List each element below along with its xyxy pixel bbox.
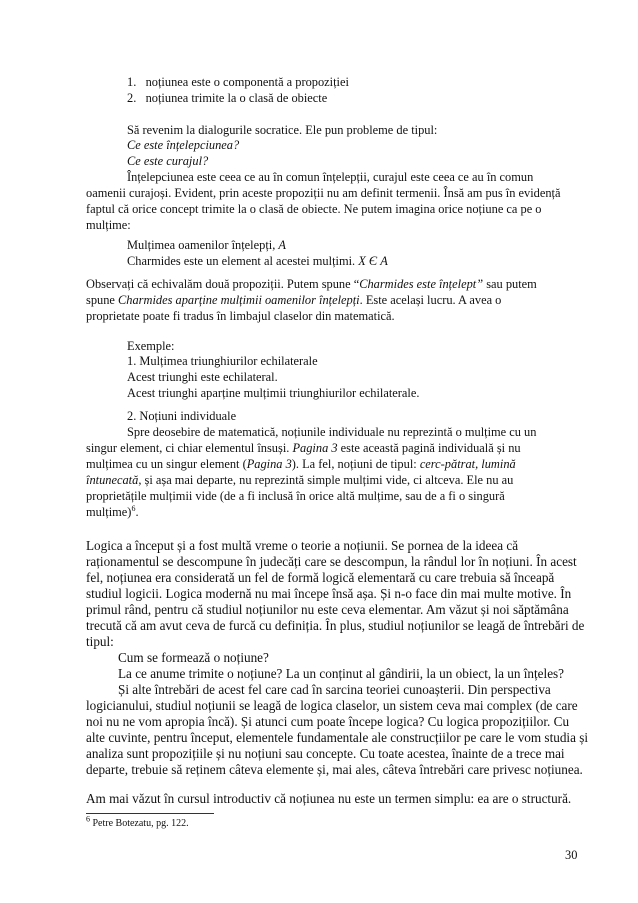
paragraph-line: faptul că orice concept trimite la o clasă de obiecte. Ne putem imagina orice noțiune ca pe o	[86, 202, 542, 216]
paragraph-line: raționamentul se descompune în judecăți care se descompun, la rândul lor în noțiuni. În acest	[86, 554, 577, 569]
paragraph-line: Să revenim la dialogurile socratice. Ele pun probleme de tipul:	[127, 123, 438, 137]
question-line: La ce anume trimite o noțiune? La un conținut al gândirii, la un obiect, la un înțeles?	[118, 666, 565, 681]
footnote-ref: 6	[131, 503, 136, 513]
paragraph-line: analiza sunt propozițiile și nu noțiuni sau concepte. Cu toate acestea, înainte de a trece mai	[86, 746, 565, 761]
page-number: 30	[565, 848, 578, 862]
paragraph-line: Și alte întrebări de acest fel care cad în sarcina teoriei cunoașterii. Din perspectiva	[118, 682, 551, 697]
footnote-separator	[86, 813, 214, 814]
paragraph-line: Logica a început și a fost multă vreme o teorie a noțiunii. Se pornea de la ideea că	[86, 538, 519, 553]
example-line: 1. Mulțimea triunghiurilor echilaterale	[127, 354, 318, 368]
paragraph-line: mulțimea cu un singur element (Pagina 3). La fel, noțiuni de tipul: cerc-pătrat, lumină	[86, 457, 516, 471]
paragraph-line: oamenii curajoși. Evident, prin aceste propoziții nu am definit termenii. Însă am pus în evidență	[86, 186, 561, 200]
question-line: Ce este înțelepciunea?	[127, 138, 240, 152]
list-item-2: 2. noțiunea trimite la o clasă de obiecte	[127, 91, 328, 105]
paragraph-line: trecută că am avut ceva de furcă cu definiția. În plus, studiul noțiunilor se leagă de întrebări de	[86, 618, 585, 633]
footnote: $^6$ Petre Botezatu, pg. 122.	[86, 814, 189, 829]
paragraph-line: alte cuvinte, pentru început, elementele fundamentale ale construcțiilor pe care le vom studia și	[86, 730, 589, 745]
paragraph-line: întunecată, și așa mai departe, nu reprezintă simple mulțimi vide, ci altceva. Ele nu au	[86, 473, 514, 487]
example-line: Acest triunghi aparține mulțimii triunghiurilor echilaterale.	[127, 386, 420, 400]
set-membership-line: Charmides este un element al acestei mulțimi. X Є A	[127, 254, 388, 268]
example-line: Acest triunghi este echilateral.	[127, 370, 278, 384]
paragraph-line: Am mai văzut în cursul introductiv că noțiunea nu este un termen simplu: ea are o structură.	[86, 791, 572, 806]
section-heading: 2. Noțiuni individuale	[127, 409, 237, 423]
list-item-1: 1. noțiunea este o componentă a propoziției	[127, 75, 349, 89]
examples-heading: Exemple:	[127, 339, 175, 353]
paragraph-line: Observați că echivalăm două propoziții. Putem spune “Charmides este înțelept” sau putem	[86, 277, 537, 291]
paragraph-line: fel, noțiunea era considerată un fel de formă logică elementară cu care trebuia să înceapă	[86, 570, 555, 585]
paragraph-line: proprietate poate fi tradus în limbajul claselor din matematică.	[86, 309, 395, 323]
paragraph-line: mulțime)$^6$.	[86, 503, 139, 519]
paragraph-line: mulțime:	[86, 218, 131, 232]
set-definition-line: Mulțimea oamenilor înțelepți, A	[127, 238, 286, 252]
paragraph-line: spune Charmides aparține mulțimii oamenilor înțelepți. Este același lucru. A avea o	[86, 293, 502, 307]
paragraph-line: Spre deosebire de matematică, noțiunile individuale nu reprezintă o mulțime cu un	[127, 425, 537, 439]
paragraph-line: tipul:	[86, 634, 114, 649]
paragraph-line: proprietățile mulțimii vide (de a fi inclusă în orice altă mulțime, sau de a fi o singură	[86, 489, 505, 503]
paragraph-line: primul rând, pentru că studiul noțiunilor nu este ceva elementar. Am văzut și noi săptămâna	[86, 602, 569, 617]
paragraph-line: noi nu ne vom apropia încă). Și atunci cum poate începe logica? Cu logica propozițiilor. Cu	[86, 714, 570, 729]
paragraph-line: departe, trebuie să reținem câteva elemente și, mai ales, câteva întrebări care privesc noțiunea.	[86, 762, 583, 777]
paragraph-line: singur element, ci chiar elementul însuși. Pagina 3 este această pagină individuală și nu	[86, 441, 521, 455]
question-line: Ce este curajul?	[127, 154, 209, 168]
paragraph-line: Înțelepciunea este ceea ce au în comun înțelepții, curajul este ceea ce au în comun	[127, 170, 534, 184]
paragraph-line: studiul logicii. Logica modernă nu mai începe însă așa. Și n-o face din mai multe motive. În	[86, 586, 572, 601]
question-line: Cum se formează o noțiune?	[118, 650, 269, 665]
paragraph-line: logicianului, studiul noțiunii se leagă de logica claselor, un sistem ceva mai complex (de care	[86, 698, 578, 713]
